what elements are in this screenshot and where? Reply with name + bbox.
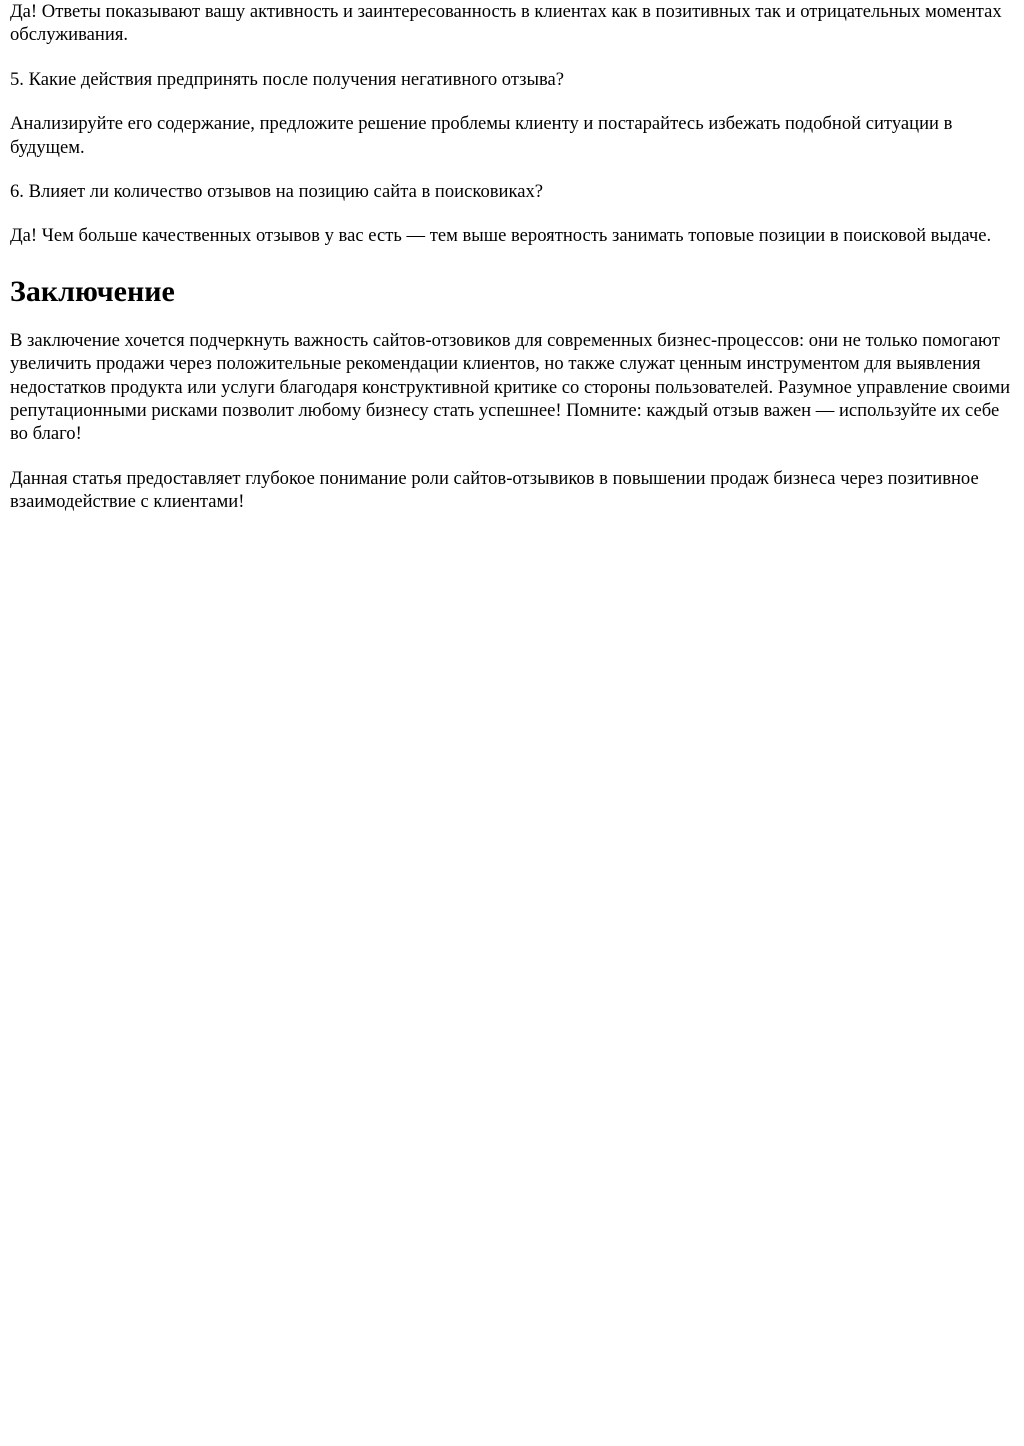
conclusion-paragraph: В заключение хочется подчеркнуть важность сайтов-отзовиков для современных бизнес-процессов: они не только помогают увеличить продажи через положительные рекомендации клиентов, но также служат ценным инструментом для выявления недостатков продукта или услуги благодаря конструктивной критике со стороны пользователей. Разумное управление своими репутационными рисками позволит любому бизнесу стать успешнее! Помните: каждый отзыв важен — используйте их себе во благо! <box>10 329 1011 445</box>
faq-question-5: 5. Какие действия предпринять после получения негативного отзыва? <box>10 68 565 90</box>
faq-answer-6: Да! Чем больше качественных отзывов у вас есть — тем выше вероятность занимать топовые позиции в поисковой выдаче. <box>10 225 992 247</box>
closing-paragraph: Данная статья предоставляет глубокое понимание роли сайтов-отзывиков в повышении продаж бизнеса через позитивное взаимодействие с клиентами! <box>10 467 979 513</box>
article-body <box>0 0 1024 514</box>
faq-question-6: 6. Влияет ли количество отзывов на позицию сайта в поисковиках? <box>10 181 544 203</box>
conclusion-heading: Заключение <box>10 274 175 308</box>
faq-answer-4: Да! Ответы показывают вашу активность и заинтересованность в клиентах как в позитивных так и отрицательных моментах обслуживания. <box>10 1 1002 46</box>
faq-answer-5: Анализируйте его содержание, предложите решение проблемы клиенту и постарайтесь избежать подобной ситуации в будущем. <box>10 113 953 158</box>
